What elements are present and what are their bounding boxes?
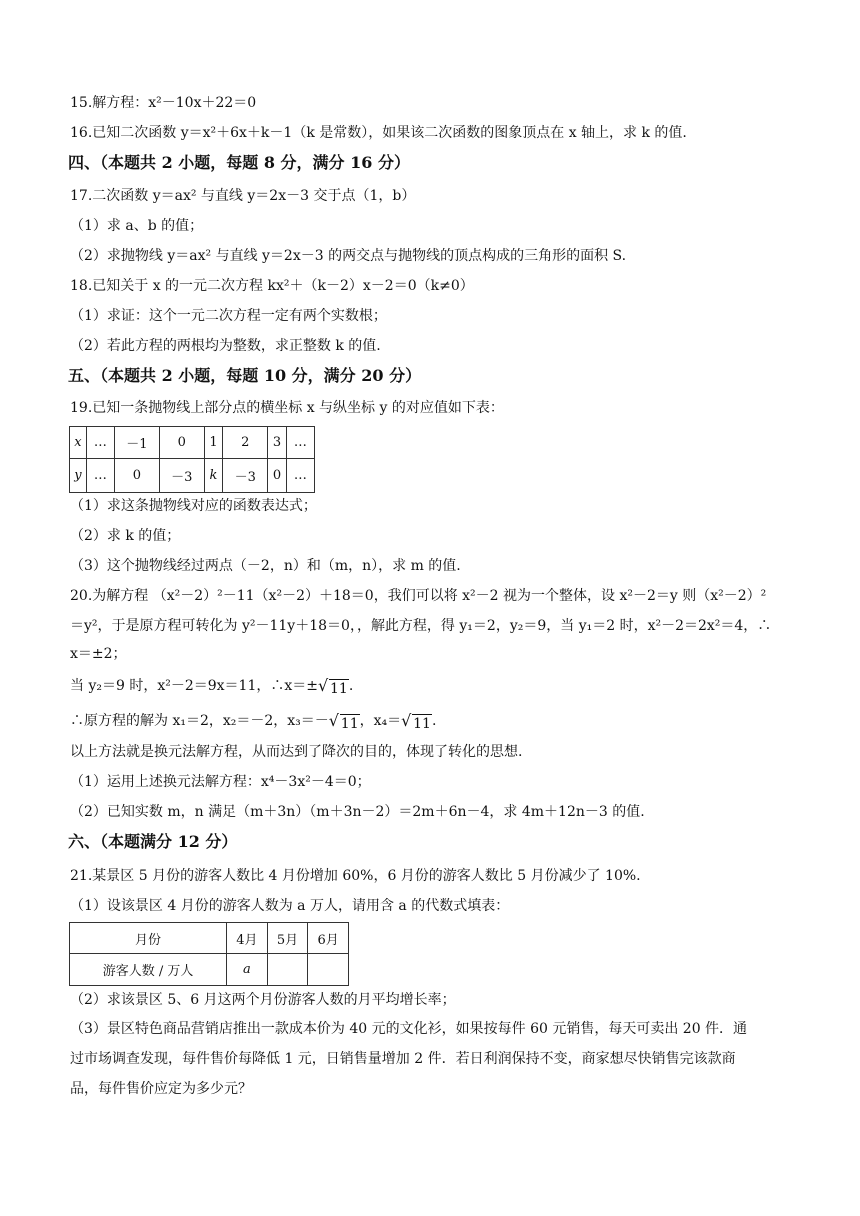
text-segment: ∴原方程的解为 x₁＝2，x₂＝－2，x₃＝－ [70,713,329,729]
radicand: 11 [330,681,348,697]
problem-21-part-2: （2）求该景区 5、6 月这两个月份游客人数的月平均增长率； [70,992,456,1008]
table-cell: 0 [159,427,204,459]
problem-20-line-2: ＝y²，于是原方程可转化为 y²－11y＋18＝0，，解此方程，得 y₁＝2，y₂＝9，当 y₁＝2 时，x²－2＝2x²＝4，∴ [70,618,772,634]
table-cell: 游客人数 / 万人 [70,954,227,986]
problem-15: 15.解方程：x²－10x＋22＝0 [70,95,257,111]
table-cell: －3 [223,459,268,493]
table-cell: k [204,459,223,493]
text-segment: 当 y₂＝9 时，x²－2＝9x＝11，∴x＝± [70,678,318,694]
problem-21-part-1: （1）设该景区 4 月份的游客人数为 a 万人，请用含 a 的代数式填表： [70,898,510,914]
text-segment: ，x₄＝ [359,713,402,729]
text-segment: . [431,713,437,729]
table-cell: y [70,459,87,493]
radical-sign: √ [401,711,412,730]
table-cell: … [286,459,314,493]
table-header-cell: 月份 [70,923,227,954]
sqrt-expression [401,711,432,734]
visitor-table [69,922,349,986]
problem-20-line-3: x＝±2； [70,646,127,662]
table-cell: a [227,954,268,986]
problem-21-part-3-line-2: 过市场调查发现，每件售价每降低 1 元，日销售量增加 2 件．若日利润保持不变，商家想尽快销售完该款商 [70,1051,736,1067]
problem-18: 18.已知关于 x 的一元二次方程 kx²＋（k－2）x－2＝0（k≠0） [70,278,474,294]
radicand: 11 [340,716,359,732]
problem-20-line-6: 以上方法就是换元法解方程，从而达到了降次的目的，体现了转化的思想. [70,744,523,760]
problem-21: 21.某景区 5 月份的游客人数比 4 月份增加 60%，6 月份的游客人数比 5 月份减少了 10%. [70,868,641,884]
table-row-x [70,427,315,459]
text-segment: . [348,678,354,694]
table-cell: … [286,427,314,459]
xy-value-table [69,426,315,493]
section-5-heading: 五、（本题共 2 小题，每题 10 分，满分 20 分） [68,366,422,385]
table-cell: … [86,427,114,459]
problem-19-part-1: （1）求这条抛物线对应的函数表达式； [70,498,317,514]
problem-19-part-2: （2）求 k 的值； [70,528,181,544]
table-cell [308,954,349,986]
table-cell: x [70,427,87,459]
radicand: 11 [413,716,431,732]
table-row-y [70,459,315,493]
problem-20-part-2: （2）已知实数 m，n 满足（m＋3n）（m＋3n－2）＝2m＋6n－4，求 4m＋12n－3 的值. [70,804,645,820]
table-cell [267,954,308,986]
table-header-cell: 6月 [308,923,349,954]
table-row [70,954,349,986]
problem-20-line-1: 20.为解方程 （x²－2）²－11（x²－2）＋18＝0，我们可以将 x²－2 视为一个整体，设 x²－2＝y 则（x²－2）² [70,588,767,604]
problem-21-part-3-line-1: （3）景区特色商品营销店推出一款成本价为 40 元的文化衫，如果按每件 60 元销售，每天可卖出 20 件．通 [70,1021,748,1037]
sqrt-expression [328,711,360,734]
table-cell: －1 [114,427,159,459]
problem-17-part-2: （2）求抛物线 y＝ax² 与直线 y＝2x－3 的两交点与抛物线的顶点构成的三角形的面积 S. [70,248,627,264]
problem-20-line-4 [70,676,353,699]
table-cell: 0 [268,459,287,493]
problem-18-part-1: （1）求证：这个一元二次方程一定有两个实数根； [70,308,387,324]
table-header-cell: 5月 [267,923,308,954]
problem-19: 19.已知一条抛物线上部分点的横坐标 x 与纵坐标 y 的对应值如下表： [70,400,504,416]
problem-21-part-3-line-3: 品，每件售价应定为多少元？ [70,1081,252,1097]
problem-17: 17.二次函数 y＝ax² 与直线 y＝2x－3 交于点（1，b） [70,188,416,204]
sqrt-expression [318,676,349,699]
table-cell: 2 [223,427,268,459]
problem-17-part-1: （1）求 a、b 的值； [70,218,204,234]
table-cell: －3 [159,459,204,493]
problem-20-part-1: （1）运用上述换元法解方程：x⁴－3x²－4＝0； [70,774,371,790]
table-cell: 0 [114,459,159,493]
table-header-row [70,923,349,954]
table-cell: 1 [204,427,223,459]
problem-19-part-3: （3）这个抛物线经过两点（－2，n）和（m，n），求 m 的值. [70,558,461,574]
table-cell: 3 [268,427,287,459]
problem-20-line-5 [70,711,436,734]
radical-sign: √ [328,711,339,730]
section-6-heading: 六、（本题满分 12 分） [68,832,238,851]
table-header-cell: 4月 [227,923,268,954]
section-4-heading: 四、（本题共 2 小题，每题 8 分，满分 16 分） [68,153,410,172]
problem-16: 16.已知二次函数 y＝x²＋6x＋k－1（k 是常数），如果该二次函数的图象顶点在 x 轴上，求 k 的值. [70,125,687,141]
table-cell: … [86,459,114,493]
problem-18-part-2: （2）若此方程的两根均为整数，求正整数 k 的值. [70,338,381,354]
radical-sign: √ [318,676,329,695]
